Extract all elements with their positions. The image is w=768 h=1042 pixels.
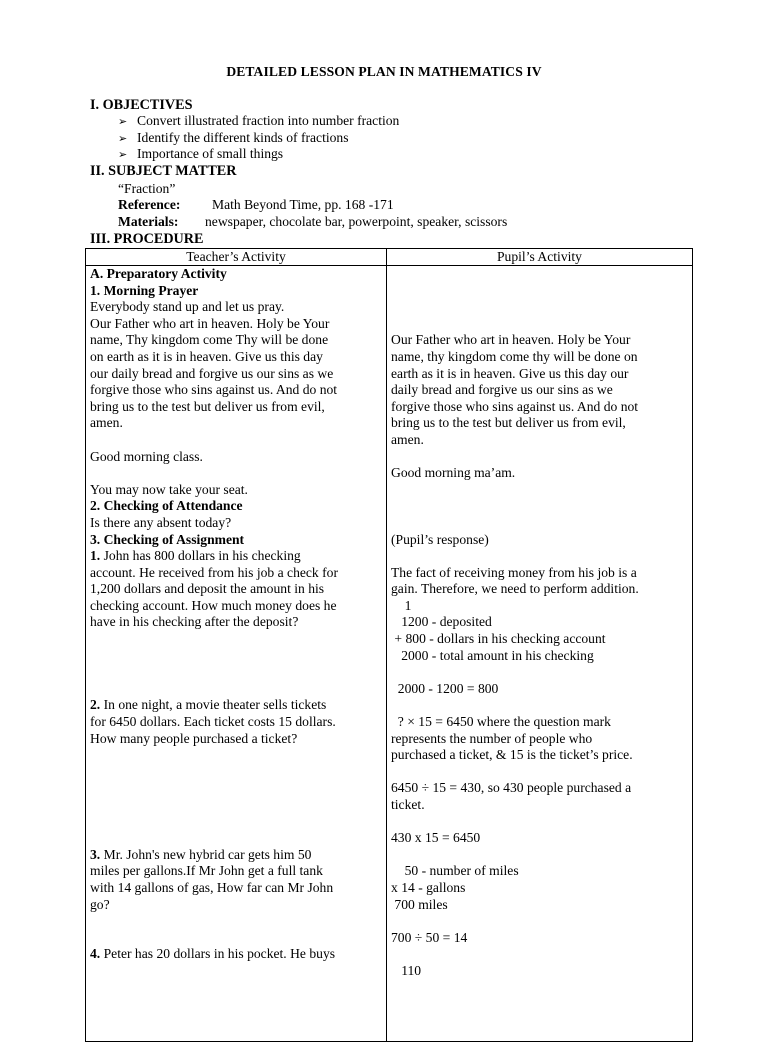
materials-label: Materials: (118, 214, 179, 229)
teacher-line: go? (90, 896, 110, 912)
pupil-line: + 800 - dollars in his checking account (391, 631, 606, 647)
pupil-line: 110 (391, 962, 422, 978)
pupil-line: daily bread and forgive us our sins as we (391, 382, 613, 398)
pupil-line: (Pupil’s response) (391, 531, 489, 547)
teacher-line: You may now take your seat. (90, 481, 248, 497)
document-title: DETAILED LESSON PLAN IN MATHEMATICS IV (226, 64, 542, 79)
materials-value: newspaper, chocolate bar, powerpoint, speaker, scissors (205, 214, 508, 229)
pupil-line: 1200 - deposited (391, 614, 492, 630)
morning-prayer-heading: 1. Morning Prayer (90, 282, 199, 298)
pupil-line: Our Father who art in heaven. Holy be Your (391, 332, 631, 348)
teacher-line: for 6450 dollars. Each ticket costs 15 dollars. (90, 714, 336, 730)
pupil-line: ? × 15 = 6450 where the question mark (391, 714, 611, 730)
pupil-line: ticket. (391, 797, 425, 812)
pupil-line: name, thy kingdom come thy will be done on (391, 348, 638, 364)
objective-item: ➢ Identify the different kinds of fractions (118, 130, 399, 147)
attendance-heading: 2. Checking of Attendance (90, 498, 243, 514)
question-1: 1. John has 800 dollars in his checking (90, 548, 301, 564)
arrow-bullet-icon: ➢ (118, 131, 128, 145)
pupil-line: gain. Therefore, we need to perform addition. (391, 581, 639, 597)
reference-label: Reference: (118, 197, 181, 212)
preparatory-activity-heading: A. Preparatory Activity (90, 266, 227, 281)
reference-value: Math Beyond Time, pp. 168 -171 (212, 197, 394, 212)
procedure-table (85, 248, 693, 1042)
arrow-bullet-icon: ➢ (118, 115, 128, 128)
subject-topic: “Fraction” (118, 181, 176, 196)
pupil-line: amen. (391, 431, 424, 447)
question-3: 3. Mr. John's new hybrid car gets him 50 (90, 846, 312, 862)
teacher-line: on earth as it is in heaven. Give us this day (90, 348, 323, 364)
pupil-line: The fact of receiving money from his job is a (391, 564, 637, 580)
pupil-line: bring us to the test but deliver us from evil, (391, 415, 626, 431)
pupil-line: 1 (391, 597, 412, 613)
subject-matter-heading: II. SUBJECT MATTER (90, 163, 237, 179)
teacher-line: Everybody stand up and let us pray. (90, 299, 285, 315)
teacher-line: account. He received from his job a check for (90, 564, 338, 580)
pupil-line: 430 x 15 = 6450 (391, 830, 481, 846)
teacher-line: amen. (90, 415, 123, 431)
pupil-activity-cell (387, 266, 693, 1042)
teacher-line: checking account. How much money does he (90, 597, 337, 613)
objectives-list (118, 113, 399, 163)
pupil-line: 6450 ÷ 15 = 430, so 430 people purchased a (391, 780, 632, 796)
objective-item: ➢ Importance of small things (118, 146, 399, 163)
teacher-line: How many people purchased a ticket? (90, 730, 298, 746)
pupil-line: 50 - number of miles (391, 863, 519, 879)
teacher-line: name, Thy kingdom come Thy will be done (90, 332, 329, 348)
pupil-line: Good morning ma’am. (391, 465, 516, 481)
objective-item: ➢ Convert illustrated fraction into number fraction (118, 113, 399, 130)
pupil-line: 700 ÷ 50 = 14 (391, 929, 468, 945)
teacher-line: Our Father who art in heaven. Holy be Your (90, 315, 330, 331)
table-row (86, 266, 693, 1042)
pupil-line: x 14 - gallons (391, 879, 466, 895)
teacher-line: our daily bread and forgive us our sins as we (90, 365, 334, 381)
table-header-row (86, 249, 693, 266)
teacher-line: bring us to the test but deliver us from evil, (90, 398, 325, 414)
procedure-heading: III. PROCEDURE (90, 231, 204, 247)
pupil-line: represents the number of people who (391, 730, 593, 746)
teacher-line: with 14 gallons of gas, How far can Mr John (90, 879, 334, 895)
teacher-line: Is there any absent today? (90, 514, 232, 530)
arrow-bullet-icon: ➢ (118, 148, 128, 162)
pupil-line: purchased a ticket, & 15 is the ticket’s price. (391, 747, 633, 763)
teacher-line: have in his checking after the deposit? (90, 614, 299, 630)
teacher-activity-cell (86, 266, 387, 1042)
pupil-line: 2000 - total amount in his checking (391, 647, 594, 663)
pupil-line: earth as it is in heaven. Give us this day our (391, 365, 629, 381)
teacher-line: forgive those who sins against us. And do not (90, 382, 338, 398)
pupil-line: 2000 - 1200 = 800 (391, 680, 499, 696)
teacher-line: miles per gallons.If Mr John get a full tank (90, 863, 323, 879)
teacher-activity-header: Teacher’s Activity (86, 249, 387, 266)
teacher-line: 1,200 dollars and deposit the amount in his (90, 581, 325, 597)
pupil-line: 700 miles (391, 896, 448, 912)
objectives-heading: I. OBJECTIVES (90, 97, 193, 113)
question-2: 2. In one night, a movie theater sells tickets (90, 697, 327, 713)
pupil-activity-header: Pupil’s Activity (387, 249, 693, 266)
teacher-line: Good morning class. (90, 448, 203, 464)
question-4: 4. Peter has 20 dollars in his pocket. He buys (90, 946, 336, 962)
pupil-line: forgive those who sins against us. And do not (391, 398, 639, 414)
assignment-heading: 3. Checking of Assignment (90, 531, 245, 547)
